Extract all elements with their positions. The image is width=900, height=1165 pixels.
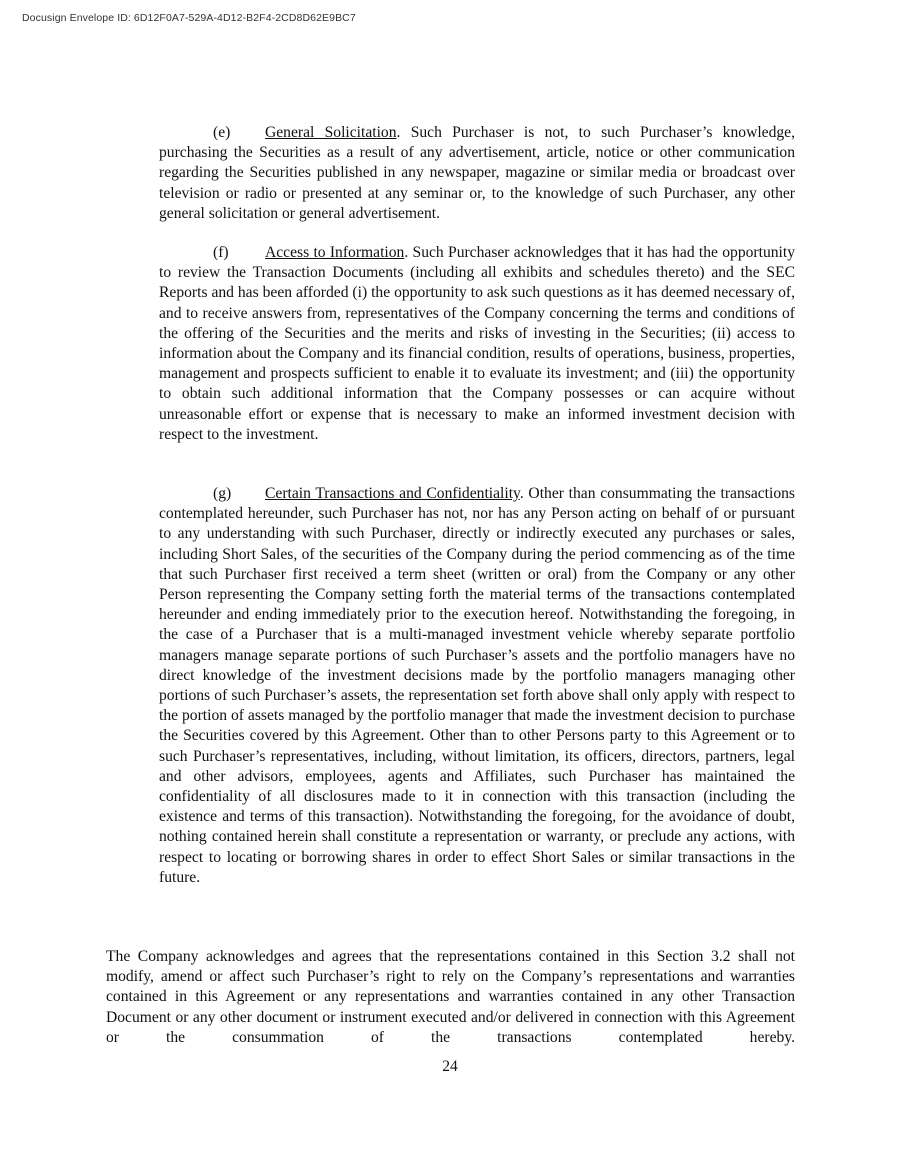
docusign-envelope-id: Docusign Envelope ID: 6D12F0A7-529A-4D12-B2F4-2CD8D62E9BC7: [22, 12, 356, 24]
closing-paragraph: The Company acknowledges and agrees that the representations contained in this Section 3.2 shall not modify, amend or affect such Purchaser’s right to rely on the Company’s representations and warranties contained in this Agreement or any representations and warranties contained in any other Transaction Document or any other document or instrument executed and/or delivered in connection with this Agreement or the consummation of the transactions contemplated hereby.: [106, 948, 795, 1046]
paragraph-e: [159, 123, 795, 224]
paragraph-body: . Other than consummating the transactions contemplated hereunder, such Purchaser has not, nor has any Person acting on behalf of or pursuant to any understanding with such Purchaser, directly or indirectly executed any purchases or sales, including Short Sales, of the securities of the Company during the period commencing as of the time that such Purchaser first received a term sheet (written or oral) from the Company or any other Person representing the Company setting forth the material terms of the transactions contemplated hereunder and ending immediately prior to the execution hereof. Notwithstanding the foregoing, in the case of a Purchaser that is a multi-managed investment vehicle whereby separate portfolio managers manage separate portions of such Purchaser’s assets and the portfolio managers have no direct knowledge of the investment decisions made by the portfolio managers managing other portions of such Purchaser’s assets, the representation set forth above shall only apply with respect to the portion of assets managed by the portfolio manager that made the investment decision to purchase the Securities covered by this Agreement. Other than to other Persons party to this Agreement or to such Purchaser’s representatives, including, without limitation, its officers, directors, partners, legal and other advisors, employees, agents and Affiliates, such Purchaser has maintained the confidentiality of all disclosures made to it in connection with this transaction (including the existence and terms of this transaction). Notwithstanding the foregoing, for the avoidance of doubt, nothing contained herein shall constitute a representation or warranty, or preclude any actions, with respect to locating or borrowing shares in order to effect Short Sales or similar transactions in the future.: [159, 485, 795, 886]
paragraph-title: Access to Information: [265, 244, 405, 261]
paragraph-label: (g): [213, 485, 232, 502]
paragraph-body: . Such Purchaser acknowledges that it has had the opportunity to review the Transaction Documents (including all exhibits and schedules thereto) and the SEC Reports and has been afforded (i) the opportunity to ask such questions as it has deemed necessary of, and to receive answers from, representatives of the Company concerning the terms and conditions of the offering of the Securities and the merits and risks of investing in the Securities; (ii) access to information about the Company and its financial condition, results of operations, business, properties, management and prospects sufficient to enable it to evaluate its investment; and (iii) the opportunity to obtain such additional information that the Company possesses or can acquire without unreasonable effort or expense that is necessary to make an informed investment decision with respect to the investment.: [159, 244, 796, 443]
paragraph-body: . Such Purchaser is not, to such Purchaser’s knowledge, purchasing the Securities as a result of any advertisement, article, notice or other communication regarding the Securities published in any newspaper, magazine or similar media or broadcast over television or radio or presented at any seminar or, to the knowledge of such Purchaser, any other general solicitation or general advertisement.: [159, 124, 795, 222]
paragraph-label: (f): [213, 244, 229, 261]
paragraph-title: General Solicitation: [265, 124, 397, 141]
paragraph-g: [159, 484, 795, 888]
page-number: 24: [442, 1058, 458, 1075]
paragraph-label: (e): [213, 124, 231, 141]
paragraph-f: [159, 243, 795, 445]
paragraph-title: Certain Transactions and Confidentiality: [265, 485, 520, 502]
